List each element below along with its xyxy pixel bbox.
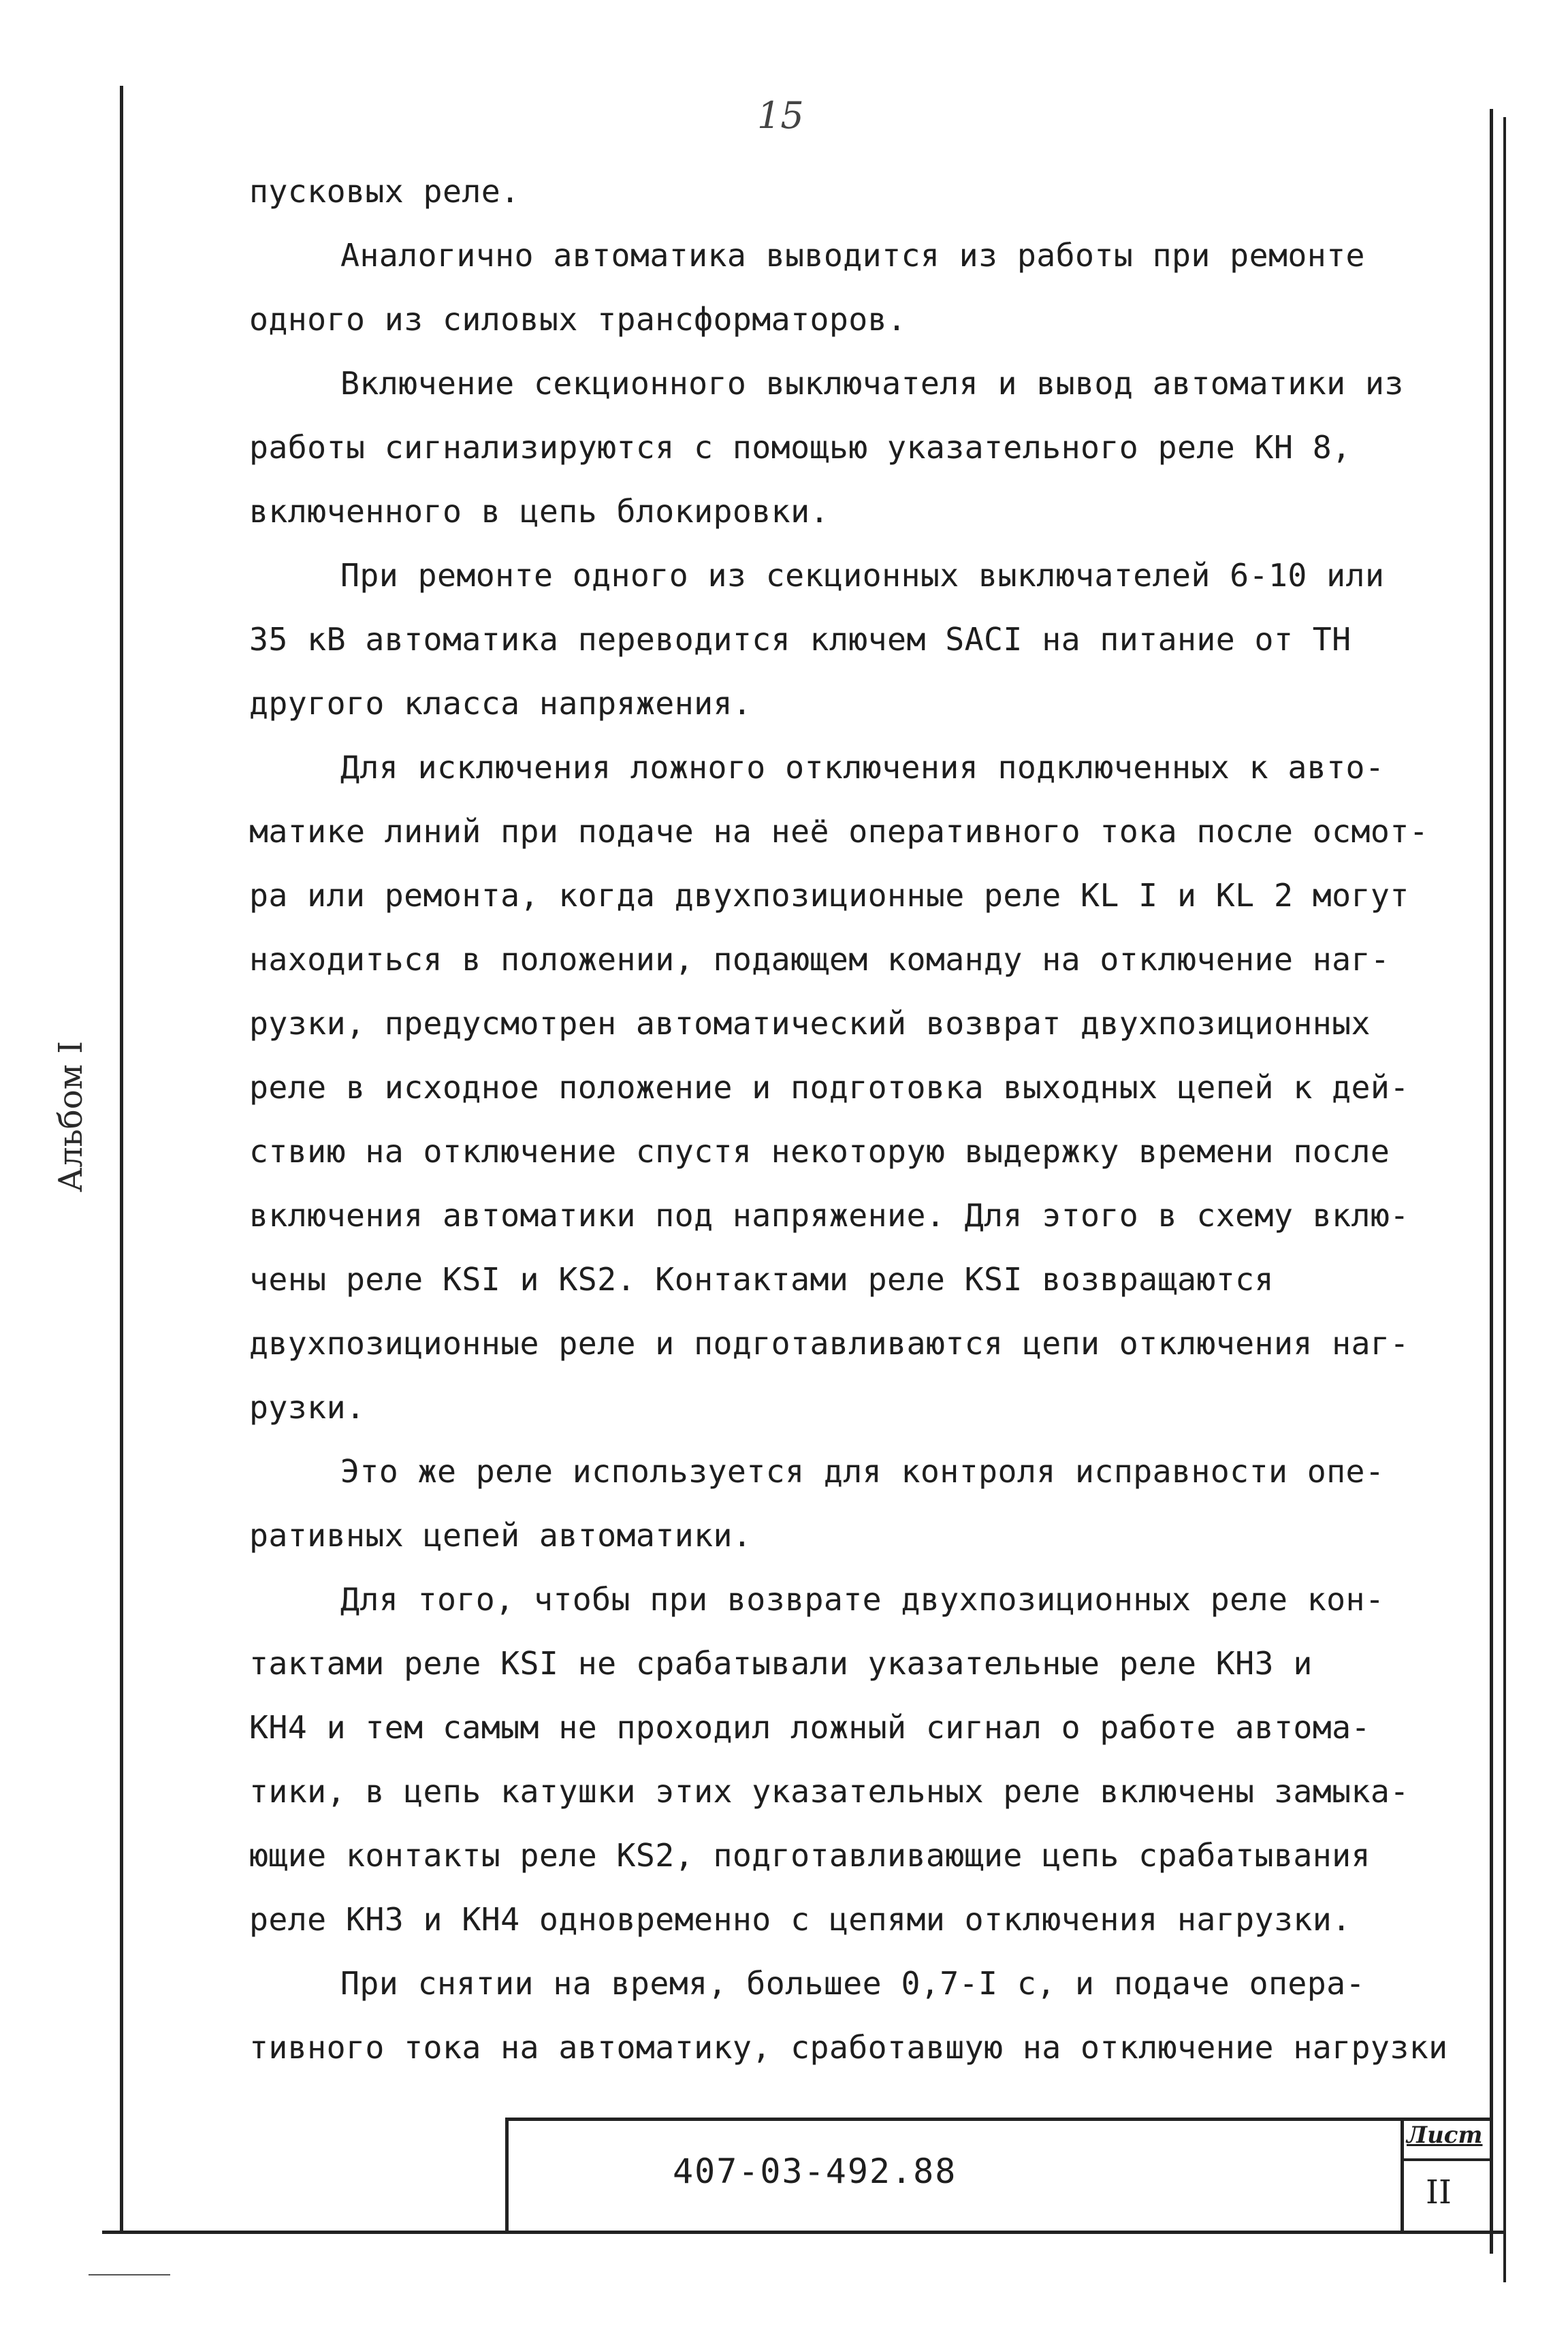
text-line: одного из силовых трансформаторов. [249, 301, 907, 338]
text-line: находиться в положении, подающем команду на отключение наг- [249, 941, 1390, 978]
text-line: реле в исходное положение и подготовка выходных цепей к дей- [249, 1069, 1409, 1106]
text-line: матике линий при подаче на неё оперативного тока после осмот- [249, 813, 1429, 850]
text-line: КН4 и тем самым не проходил ложный сигнал о работе автома- [249, 1709, 1371, 1746]
margin-mark [89, 2274, 170, 2275]
text-line: включения автоматики под напряжение. Для этого в схему вклю- [249, 1197, 1409, 1234]
text-line: чены реле КSI и КS2. Контактами реле КSI возвращаются [249, 1261, 1274, 1298]
text-line: ра или ремонта, когда двухпозиционные реле КL I и КL 2 могут [249, 877, 1409, 914]
text-line: ративных цепей автоматики. [249, 1517, 752, 1554]
text-line: работы сигнализируются с помощью указательного реле КН 8, [249, 429, 1351, 466]
text-line: При снятии на время, большее 0,7-I с, и подаче опера- [340, 1965, 1365, 2002]
sheet-cell-divider [1401, 2158, 1490, 2161]
text-line: реле КН3 и КН4 одновременно с цепями отключения нагрузки. [249, 1901, 1351, 1938]
text-line: тики, в цепь катушки этих указательных реле включены замыка- [249, 1773, 1409, 1810]
text-line: Для исключения ложного отключения подключенных к авто- [340, 749, 1385, 786]
text-line: Аналогично автоматика выводится из работы при ремонте [340, 237, 1365, 274]
text-line: Для того, чтобы при возврате двухпозиционных реле кон- [340, 1581, 1385, 1618]
text-line: рузки. [249, 1389, 366, 1426]
text-line: пусковых реле. [249, 173, 520, 210]
sheet-label: Лист [1407, 2122, 1483, 2149]
text-line: другого класса напряжения. [249, 685, 752, 722]
page-number: 15 [757, 94, 804, 137]
text-line: 35 кВ автоматика переводится ключем SACI на питание от ТН [249, 621, 1351, 658]
text-line: рузки, предусмотрен автоматический возврат двухпозиционных [249, 1005, 1371, 1042]
title-block [505, 2118, 1490, 2232]
frame-right-outer-border [1503, 117, 1506, 2282]
sheet-number: II [1426, 2173, 1452, 2211]
text-line: Это же реле используется для контроля исправности опе- [340, 1453, 1385, 1490]
document-code: 407-03-492.88 [673, 2152, 957, 2191]
album-side-label: Альбом I [52, 1040, 90, 1193]
text-line: ющие контакты реле КS2, подготавливающие цепь срабатывания [249, 1837, 1371, 1874]
text-line: двухпозиционные реле и подготавливаются цепи отключения наг- [249, 1325, 1409, 1362]
frame-left-border [120, 86, 123, 2231]
text-line: Включение секционного выключателя и вывод автоматики из [340, 365, 1404, 402]
frame-right-border [1490, 109, 1493, 2254]
text-line: тивного тока на автоматику, сработавшую на отключение нагрузки [249, 2029, 1448, 2066]
text-line: ствию на отключение спустя некоторую выдержку времени после [249, 1133, 1390, 1170]
text-line: включенного в цепь блокировки. [249, 493, 829, 530]
text-line: тактами реле КSI не срабатывали указательные реле КН3 и [249, 1645, 1313, 1682]
text-line: При ремонте одного из секционных выключателей 6-10 или [340, 557, 1385, 594]
